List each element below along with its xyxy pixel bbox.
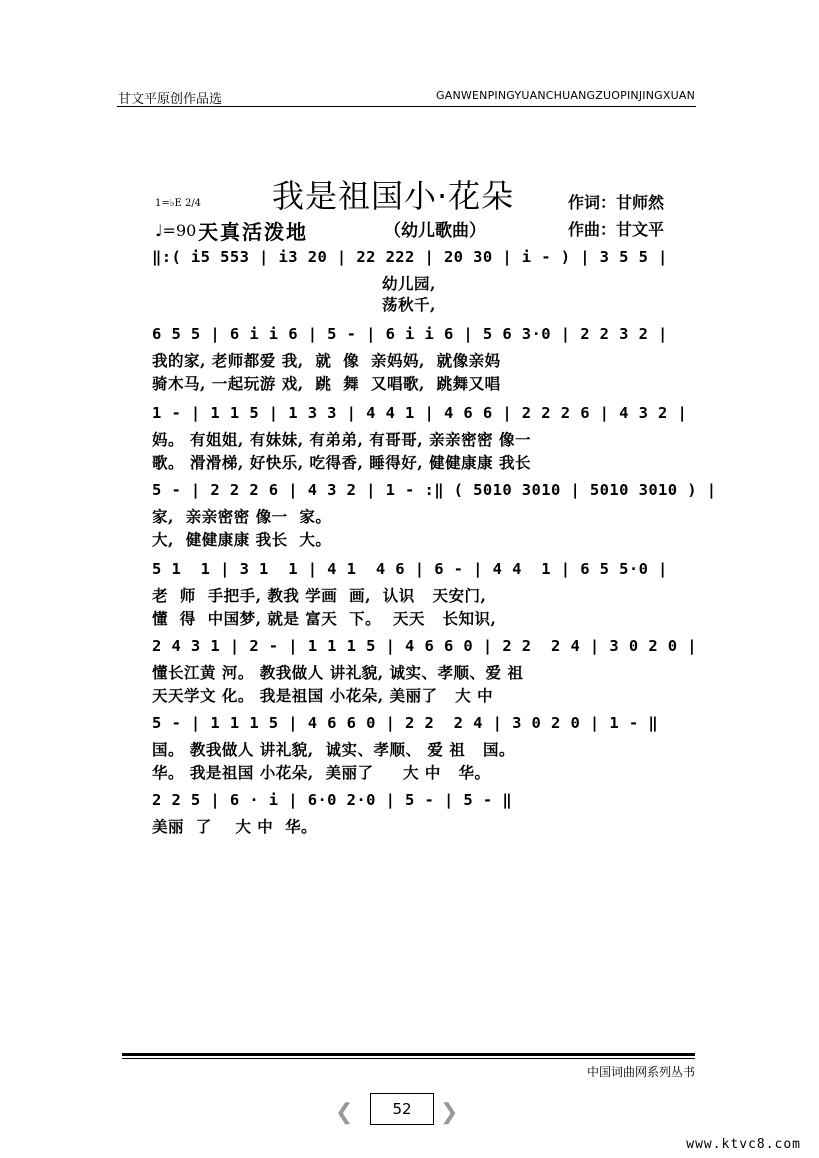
page-number: 52	[370, 1093, 434, 1125]
song-subtitle: （幼儿歌曲）	[384, 221, 486, 241]
lyrics-row: 天天学文 化。 我是祖国 小花朵, 美丽了 大 中	[152, 686, 494, 705]
lyrics-row: 美丽 了 大 中 华。	[152, 817, 318, 836]
header-rule	[117, 106, 696, 107]
footer-rule-thick	[122, 1053, 695, 1056]
lyrics-row: 懂长江黄 河。 教我做人 讲礼貌, 诚实、孝顺、爱 祖	[152, 663, 524, 682]
header-left-text: 甘文平原创作品选	[118, 92, 223, 107]
lyrics-row: 骑木马, 一起玩游 戏, 跳 舞 又唱歌, 跳舞又唱	[152, 374, 501, 393]
lyrics-row: 家, 亲亲密密 像一 家。	[152, 507, 332, 526]
lyrics-row: 我的家, 老师都爱 我, 就 像 亲妈妈, 就像亲妈	[152, 351, 501, 370]
composer-credit: 作曲：甘文平	[568, 220, 665, 239]
notes-row: ‖:( i5 553 | i3 20 | 22 222 | 20 30 | i - ) | 3 5 5 |	[152, 248, 668, 266]
notes-row: 1 - | 1 1 5 | 1 3 3 | 4 4 1 | 4 6 6 | 2 2 2 6 | 4 3 2 |	[152, 404, 688, 422]
series-name: 中国词曲网系列丛书	[586, 1065, 695, 1079]
lyrics-row: 懂 得 中国梦, 就是 富天 下。 天天 长知识,	[152, 609, 497, 628]
key-text: 1=♭E	[155, 198, 182, 209]
lyrics-row: 幼儿园,	[152, 274, 436, 293]
notes-row: 2 4 3 1 | 2 - | 1 1 1 5 | 4 6 6 0 | 2 2 2 4 | 3 0 2 0 |	[152, 637, 697, 655]
notes-row: 5 - | 2 2 2 6 | 4 3 2 | 1 - :‖ ( 5010 3010 | 5010 3010 ) |	[152, 481, 717, 499]
lyricist-credit: 作词：甘师然	[568, 193, 665, 212]
watermark: www.ktvc8.com	[686, 1137, 801, 1152]
right-ornament-icon: ❯	[440, 1100, 459, 1125]
footer-rule-thin	[122, 1058, 695, 1059]
lyrics-row: 华。 我是祖国 小花朵, 美丽了 大 中 华。	[152, 763, 491, 782]
notes-row: 5 - | 1 1 1 5 | 4 6 6 0 | 2 2 2 4 | 3 0 2 0 | 1 - ‖	[152, 714, 659, 732]
key-signature	[155, 198, 201, 209]
lyrics-row: 国。 教我做人 讲礼貌, 诚实、孝顺、 爱 祖 国。	[152, 740, 515, 759]
left-ornament-icon: ❮	[335, 1100, 354, 1125]
notes-row: 6 5 5 | 6 i i 6 | 5 - | 6 i i 6 | 5 6 3·0 | 2 2 3 2 |	[152, 325, 668, 343]
song-title: 我是祖国小·花朵	[272, 177, 515, 215]
notes-row: 5 1 1 | 3 1 1 | 4 1 4 6 | 6 - | 4 4 1 | 6 5 5·0 |	[152, 560, 668, 578]
lyrics-row: 荡秋千,	[152, 295, 436, 314]
notes-row: 2 2 5 | 6 · i | 6·0 2·0 | 5 - | 5 - ‖	[152, 791, 513, 809]
tempo-marking: ♩=90	[155, 221, 197, 240]
lyrics-row: 老 师 手把手, 教我 学画 画, 认识 天安门,	[152, 586, 487, 605]
lyrics-row: 歌。 滑滑梯, 好快乐, 吃得香, 睡得好, 健健康康 我长	[152, 453, 531, 472]
expression-marking: 天真活泼地	[198, 220, 308, 244]
lyrics-row: 大, 健健康康 我长 大。	[152, 530, 332, 549]
header-right-text: GANWENPINGYUANCHUANGZUOPINJINGXUAN	[436, 89, 695, 102]
lyrics-row: 妈。 有姐姐, 有妹妹, 有弟弟, 有哥哥, 亲亲密密 像一	[152, 430, 531, 449]
time-signature: 2/4	[184, 198, 202, 209]
